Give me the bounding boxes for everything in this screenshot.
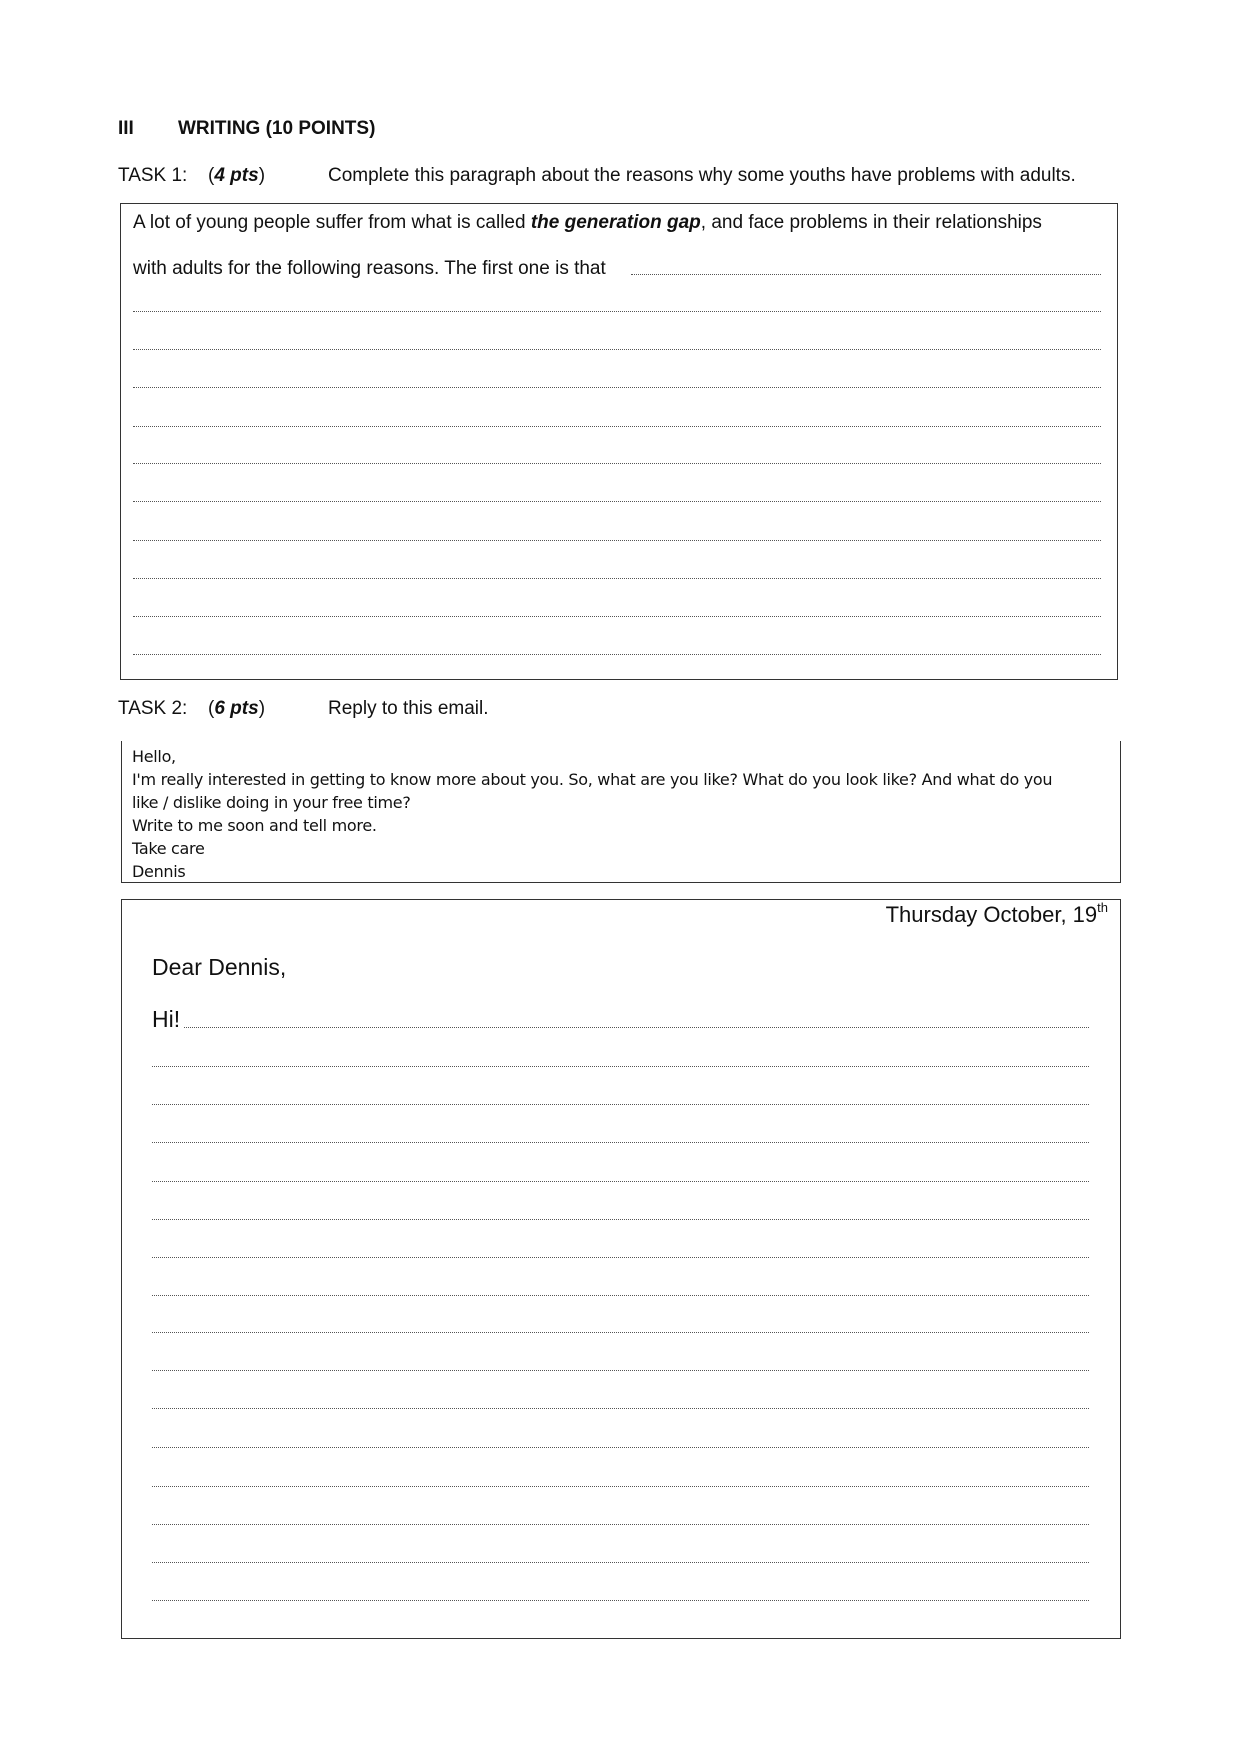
task1-points: (4 pts) xyxy=(208,165,266,186)
task1-text-start: A lot of young people suffer from what is called xyxy=(133,212,531,233)
task1-paragraph-line1 xyxy=(133,200,1042,246)
task1-answer-line[interactable] xyxy=(133,501,1101,502)
task1-second-line: with adults for the following reasons. The first one is that xyxy=(133,258,606,279)
reply-answer-line[interactable] xyxy=(152,1066,1089,1067)
letter-opening: Hi! xyxy=(152,1006,181,1032)
task1-answer-line[interactable] xyxy=(133,349,1101,350)
task2-instruction: Reply to this email. xyxy=(328,698,489,719)
task1-paragraph-line2 xyxy=(133,246,606,292)
reply-answer-line[interactable] xyxy=(152,1332,1089,1333)
task1-points-value: 4 pts xyxy=(214,165,259,186)
reply-answer-line[interactable] xyxy=(152,1219,1089,1220)
email-box xyxy=(121,741,1121,883)
letter-date-suffix: th xyxy=(1097,900,1108,915)
email-line: Take care xyxy=(132,839,205,858)
reply-answer-line[interactable] xyxy=(152,1408,1089,1409)
task1-answer-box xyxy=(120,203,1118,680)
email-body xyxy=(132,745,1052,883)
task1-text-end: , and face problems in their relationships xyxy=(700,212,1042,233)
reply-answer-line[interactable] xyxy=(152,1295,1089,1296)
reply-answer-line[interactable] xyxy=(152,1600,1089,1601)
reply-answer-line[interactable] xyxy=(152,1486,1089,1487)
reply-answer-line[interactable] xyxy=(152,1524,1089,1525)
task1-instruction: Complete this paragraph about the reasons why some youths have problems with adults. xyxy=(328,165,1076,186)
reply-answer-line[interactable] xyxy=(184,1027,1089,1028)
task1-bold-phrase: the generation gap xyxy=(530,212,701,233)
task1-answer-line[interactable] xyxy=(133,311,1101,312)
letter-date xyxy=(886,900,1108,928)
letter-salutation: Dear Dennis, xyxy=(152,954,287,980)
email-line: I'm really interested in getting to know more about you. So, what are you like? What do you look like? And what do you xyxy=(132,770,1053,789)
section-heading xyxy=(118,118,375,140)
task2-points: (6 pts) xyxy=(208,698,266,719)
section-number: III xyxy=(118,118,134,139)
reply-letter-box xyxy=(121,899,1121,1639)
email-line: Write to me soon and tell more. xyxy=(132,816,377,835)
reply-answer-line[interactable] xyxy=(152,1142,1089,1143)
task1-answer-line[interactable] xyxy=(133,426,1101,427)
task1-answer-line[interactable] xyxy=(133,463,1101,464)
task1-answer-line[interactable] xyxy=(133,616,1101,617)
section-title: WRITING (10 POINTS) xyxy=(178,118,376,139)
task1-answer-line[interactable] xyxy=(133,387,1101,388)
reply-answer-line[interactable] xyxy=(152,1562,1089,1563)
reply-answer-line[interactable] xyxy=(152,1370,1089,1371)
task1-label: TASK 1: xyxy=(118,165,188,186)
reply-answer-line[interactable] xyxy=(152,1257,1089,1258)
email-line: Hello, xyxy=(132,747,176,766)
email-line: like / dislike doing in your free time? xyxy=(132,793,411,812)
task1-answer-line[interactable] xyxy=(133,540,1101,541)
task2-label: TASK 2: xyxy=(118,698,188,719)
letter-date-text: Thursday October, 19 xyxy=(885,902,1098,927)
task2-heading xyxy=(118,698,489,720)
reply-answer-line[interactable] xyxy=(152,1104,1089,1105)
reply-answer-line[interactable] xyxy=(152,1181,1089,1182)
email-line: Dennis xyxy=(132,862,186,881)
task1-heading xyxy=(118,165,1076,187)
reply-answer-line[interactable] xyxy=(152,1447,1089,1448)
task2-points-value: 6 pts xyxy=(214,698,259,719)
task1-answer-line[interactable] xyxy=(133,654,1101,655)
task1-answer-line[interactable] xyxy=(133,578,1101,579)
task1-answer-line[interactable] xyxy=(631,274,1101,275)
